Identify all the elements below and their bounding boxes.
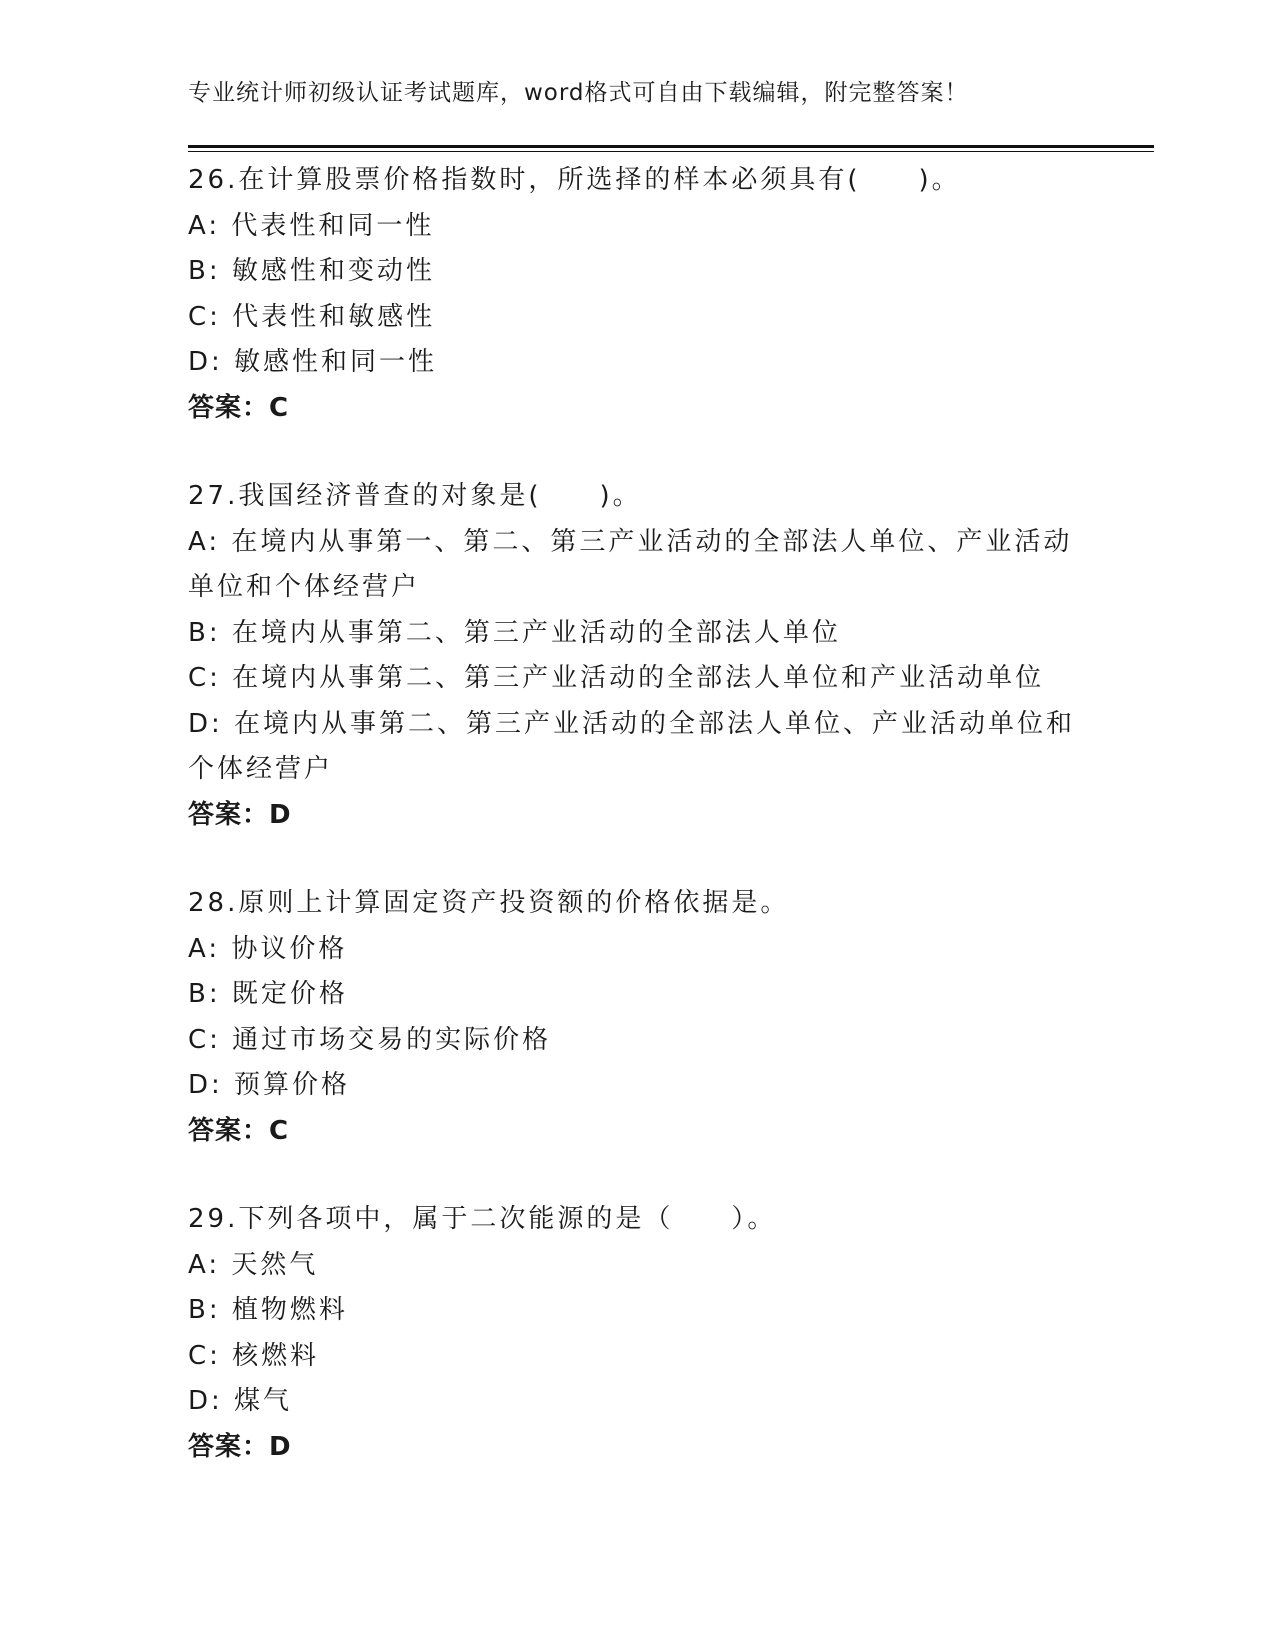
option-a-continued: 单位和个体经营户 — [188, 572, 421, 602]
option-a: A: 代表性和同一性 — [188, 210, 435, 241]
question-29 — [188, 1197, 1088, 1470]
question-stem: 26.在计算股票价格指数时，所选择的样本必须具有( )。 — [188, 165, 961, 195]
option-d: D: 煤气 — [188, 1386, 293, 1416]
option-a: A: 在境内从事第一、第二、第三产业活动的全部法人单位、产业活动 — [188, 526, 1073, 557]
option-c: C: 核燃料 — [188, 1340, 320, 1371]
header-divider-thick — [188, 145, 1154, 148]
option-b: B: 既定价格 — [188, 979, 348, 1009]
option-c: C: 在境内从事第二、第三产业活动的全部法人单位和产业活动单位 — [188, 663, 1045, 693]
question-stem: 28.原则上计算固定资产投资额的价格依据是。 — [188, 888, 790, 918]
option-d-continued: 个体经营户 — [188, 754, 334, 784]
option-d: D: 在境内从事第二、第三产业活动的全部法人单位、产业活动单位和 — [188, 708, 1076, 739]
page-header: 专业统计师初级认证考试题库，word格式可自由下载编辑，附完整答案！ — [188, 80, 969, 106]
option-b: B: 植物燃料 — [188, 1295, 348, 1325]
question-stem: 27.我国经济普查的对象是( )。 — [188, 481, 642, 511]
option-a: A: 天然气 — [188, 1249, 319, 1280]
option-c: C: 通过市场交易的实际价格 — [188, 1024, 552, 1055]
answer: 答案：C — [188, 392, 290, 423]
question-list — [188, 158, 1088, 1513]
question-28 — [188, 881, 1088, 1154]
option-b: B: 敏感性和变动性 — [188, 256, 435, 286]
answer: 答案：C — [188, 1115, 290, 1146]
answer: 答案：D — [188, 799, 292, 830]
option-d: D: 预算价格 — [188, 1070, 351, 1100]
header-divider-thin — [188, 151, 1154, 152]
option-a: A: 协议价格 — [188, 933, 348, 964]
question-26 — [188, 158, 1088, 431]
question-27 — [188, 474, 1088, 838]
answer: 答案：D — [188, 1431, 292, 1462]
option-d: D: 敏感性和同一性 — [188, 347, 438, 377]
option-b: B: 在境内从事第二、第三产业活动的全部法人单位 — [188, 617, 841, 648]
question-stem: 29.下列各项中，属于二次能源的是（ ）。 — [188, 1204, 777, 1234]
option-c: C: 代表性和敏感性 — [188, 301, 436, 332]
